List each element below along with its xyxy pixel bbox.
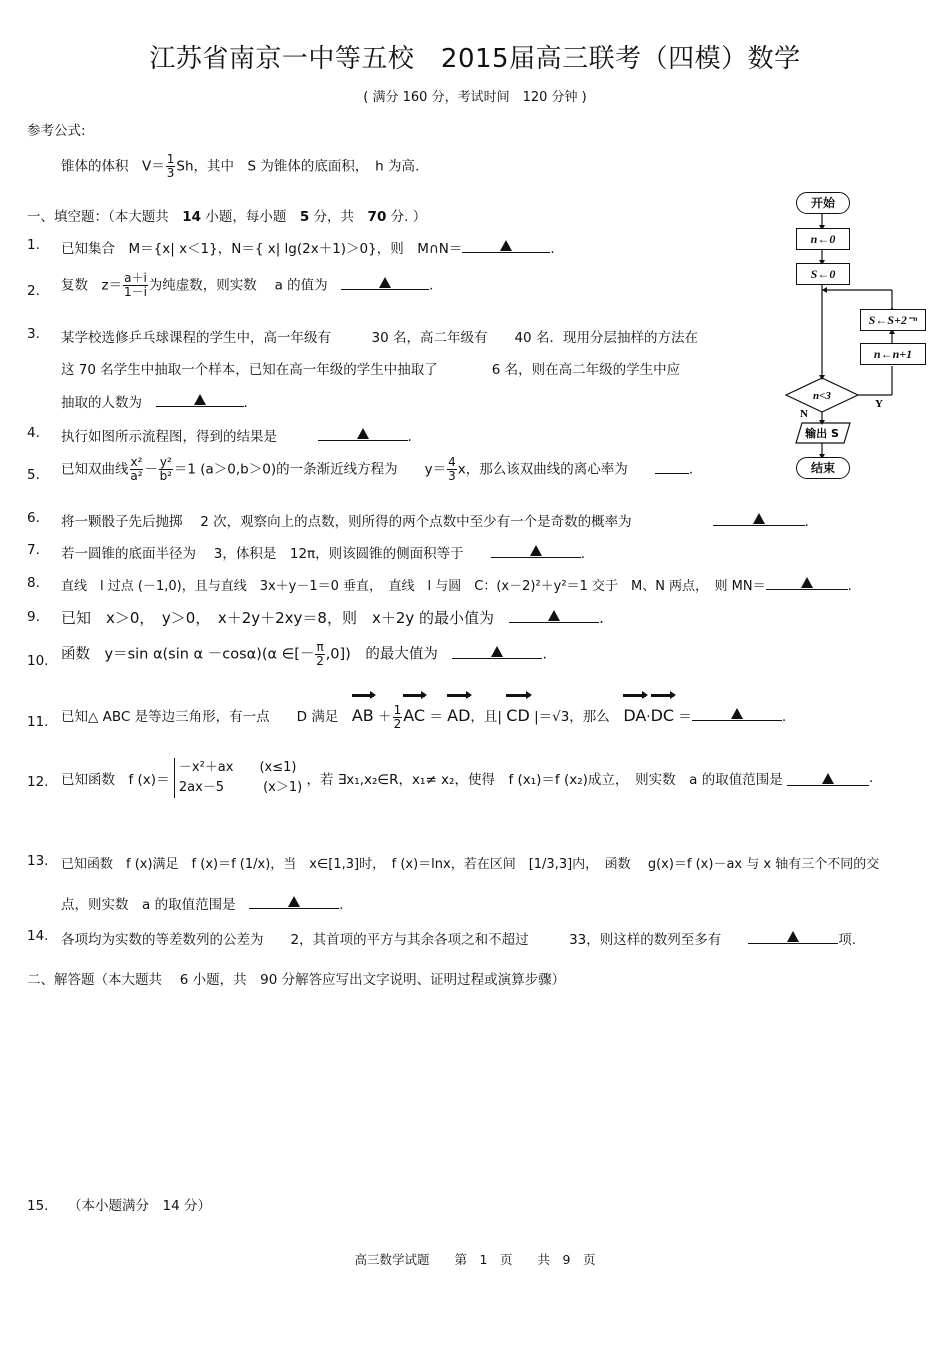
flowchart-start: 开始 bbox=[796, 192, 850, 214]
q10-number: 10. bbox=[27, 653, 49, 669]
triangle-icon bbox=[548, 610, 560, 621]
triangle-icon bbox=[288, 896, 300, 907]
triangle-icon bbox=[491, 646, 503, 657]
page-title: 江苏省南京一中等五校 2015届高三联考（四模）数学 bbox=[149, 44, 801, 74]
reference-formula: 锥体的体积 V＝ $\frac{1}{3}$ Sh，其中 S 为锥体的底面积， h 为高. bbox=[61, 152, 420, 180]
q3-line3: 抽取的人数为 . bbox=[61, 391, 248, 411]
triangle-icon bbox=[731, 708, 743, 719]
q8-text: 直线 l 过点 (－1,0)，且与直线 3x＋y－1＝0 垂直， 直线 l 与圆 C：(x－2)²＋y²＝1 交于 M、N 两点， 则 MN＝ . bbox=[61, 575, 852, 594]
q13-line1: 已知函数 f (x)满足 f (x)＝f (1/x)，当 x∈[1,3]时， f (x)＝lnx，若在区间 [1/3,3]内， 函数 g(x)＝f (x)－ax 与 x 轴有三个不同的交 bbox=[61, 857, 880, 872]
q2-number: 2. bbox=[27, 283, 40, 299]
q1-answer-blank[interactable] bbox=[462, 238, 550, 253]
page-subtitle: ( 满分 160 分，考试时间 120 分钟 ) bbox=[363, 90, 587, 105]
flowchart-yes-label: Y bbox=[875, 398, 883, 410]
q14-answer-blank[interactable] bbox=[748, 929, 838, 944]
q13-answer-blank[interactable] bbox=[249, 894, 339, 909]
section1-heading: 一、填空题：（本大题共 14 小题，每小题 5 分，共 70 分. ） bbox=[27, 209, 427, 225]
q6-answer-blank[interactable] bbox=[713, 511, 805, 526]
q11-text: 已知△ ABC 是等边三角形，有一点 D 满足 AB ＋ $\frac{1}{2}$ AC ＝ AD，且| CD |＝√3，那么 DA·DC ＝ . bbox=[61, 700, 786, 733]
q1-number: 1. bbox=[27, 237, 40, 253]
q11-answer-blank[interactable] bbox=[692, 706, 782, 721]
triangle-icon bbox=[822, 773, 834, 784]
flowchart-update-n: n←n+1 bbox=[860, 343, 926, 365]
q10-answer-blank[interactable] bbox=[452, 644, 542, 659]
q3-line2: 这 70 名学生中抽取一个样本，已知在高一年级的学生中抽取了 6 名，则在高二年级的学生中应 bbox=[61, 362, 681, 378]
q11-number: 11. bbox=[27, 714, 49, 730]
page-footer: 高三数学试题 第 1 页 共 9 页 bbox=[354, 1252, 596, 1267]
triangle-icon bbox=[753, 513, 765, 524]
q8-answer-blank[interactable] bbox=[766, 575, 848, 590]
flowchart-init-n: n←0 bbox=[796, 228, 850, 250]
q3-answer-blank[interactable] bbox=[156, 392, 244, 407]
triangle-icon bbox=[357, 428, 369, 439]
flowchart-output: 输出 S bbox=[805, 427, 839, 440]
q9-text: 已知 x＞0， y＞0， x＋2y＋2xy＝8，则 x＋2y 的最小值为 . bbox=[61, 609, 604, 627]
section2-heading: 二、解答题（本大题共 6 小题，共 90 分解答应写出文字说明、证明过程或演算步骤） bbox=[27, 972, 566, 988]
q15-number: 15. bbox=[27, 1198, 49, 1214]
triangle-icon bbox=[194, 394, 206, 405]
q7-answer-blank[interactable] bbox=[491, 543, 581, 558]
q12-text: 已知函数 f (x)＝ －x²＋ax (x≤1) 2ax－5 (x＞1) ，若 ∃x₁,x₂∈R，x₁≠ x₂，使得 f (x₁)＝f (x₂)成立， 则实数 a 的取值范围是 . bbox=[61, 758, 873, 798]
flowchart-update-s: S←S+2⁻ⁿ bbox=[860, 309, 926, 331]
reference-label: 参考公式: bbox=[27, 123, 86, 139]
flowchart-no-label: N bbox=[800, 408, 808, 420]
q2-answer-blank[interactable] bbox=[341, 275, 429, 290]
q13-line2: 点，则实数 a 的取值范围是 . bbox=[61, 893, 343, 913]
q4-text: 执行如图所示流程图，得到的结果是 . bbox=[61, 425, 412, 445]
q7-number: 7. bbox=[27, 542, 40, 558]
q9-answer-blank[interactable] bbox=[509, 608, 599, 623]
q5-number: 5. bbox=[27, 467, 40, 483]
q4-answer-blank[interactable] bbox=[318, 426, 408, 441]
flowchart-end: 结束 bbox=[796, 457, 850, 479]
q10-text: 函数 y＝sin α(sin α －cosα)(α ∈[－ $\frac{\pi}{2}$ ,0]) 的最大值为 . bbox=[61, 640, 547, 668]
q7-text: 若一圆锥的底面半径为 3，体积是 12π，则该圆锥的侧面积等于 . bbox=[61, 542, 585, 562]
q9-number: 9. bbox=[27, 609, 40, 625]
triangle-icon bbox=[787, 931, 799, 942]
q6-number: 6. bbox=[27, 510, 40, 526]
q15-text: （本小题满分 14 分） bbox=[68, 1198, 211, 1214]
flowchart-init-s: S←0 bbox=[796, 263, 850, 285]
q4-number: 4. bbox=[27, 425, 40, 441]
q6-text: 将一颗骰子先后抛掷 2 次，观察向上的点数，则所得的两个点数中至少有一个是奇数的概率为 . bbox=[61, 510, 809, 530]
q3-line1: 某学校选修乒乓球课程的学生中，高一年级有 30 名，高二年级有 40 名．现用分层抽样的方法在 bbox=[61, 330, 698, 346]
q12-answer-blank[interactable] bbox=[787, 771, 869, 786]
q8-number: 8. bbox=[27, 575, 40, 591]
flowchart-condition: n<3 bbox=[813, 390, 831, 402]
triangle-icon bbox=[801, 577, 813, 588]
triangle-icon bbox=[530, 545, 542, 556]
triangle-icon bbox=[379, 277, 391, 288]
q12-number: 12. bbox=[27, 774, 49, 790]
q5-answer-blank[interactable] bbox=[655, 459, 689, 474]
q13-number: 13. bbox=[27, 853, 49, 869]
q2-text: 复数 z＝ $\frac{a+i}{1-i}$ 为纯虚数，则实数 a 的值为 . bbox=[61, 271, 434, 299]
q1-text: 已知集合 M＝{x| x＜1}，N＝{ x| lg(2x＋1)＞0}，则 M∩N＝ . bbox=[61, 237, 555, 257]
q5-text: 已知双曲线 $\frac{\text{x²}}{\text{a²}}$ － $\frac{\text{y²}}{\text{b²}}$ ＝1 (a＞0,b＞0)的一条渐近线方程为 y＝ $\frac{4}{3}$ x，那么该双曲线的离心率为 . bbox=[61, 455, 694, 483]
q14-text: 各项均为实数的等差数列的公差为 2，其首项的平方与其余各项之和不超过 33，则这样的数列至多有 项. bbox=[61, 928, 856, 948]
q3-number: 3. bbox=[27, 326, 40, 342]
q14-number: 14. bbox=[27, 928, 49, 944]
triangle-icon bbox=[500, 240, 512, 251]
